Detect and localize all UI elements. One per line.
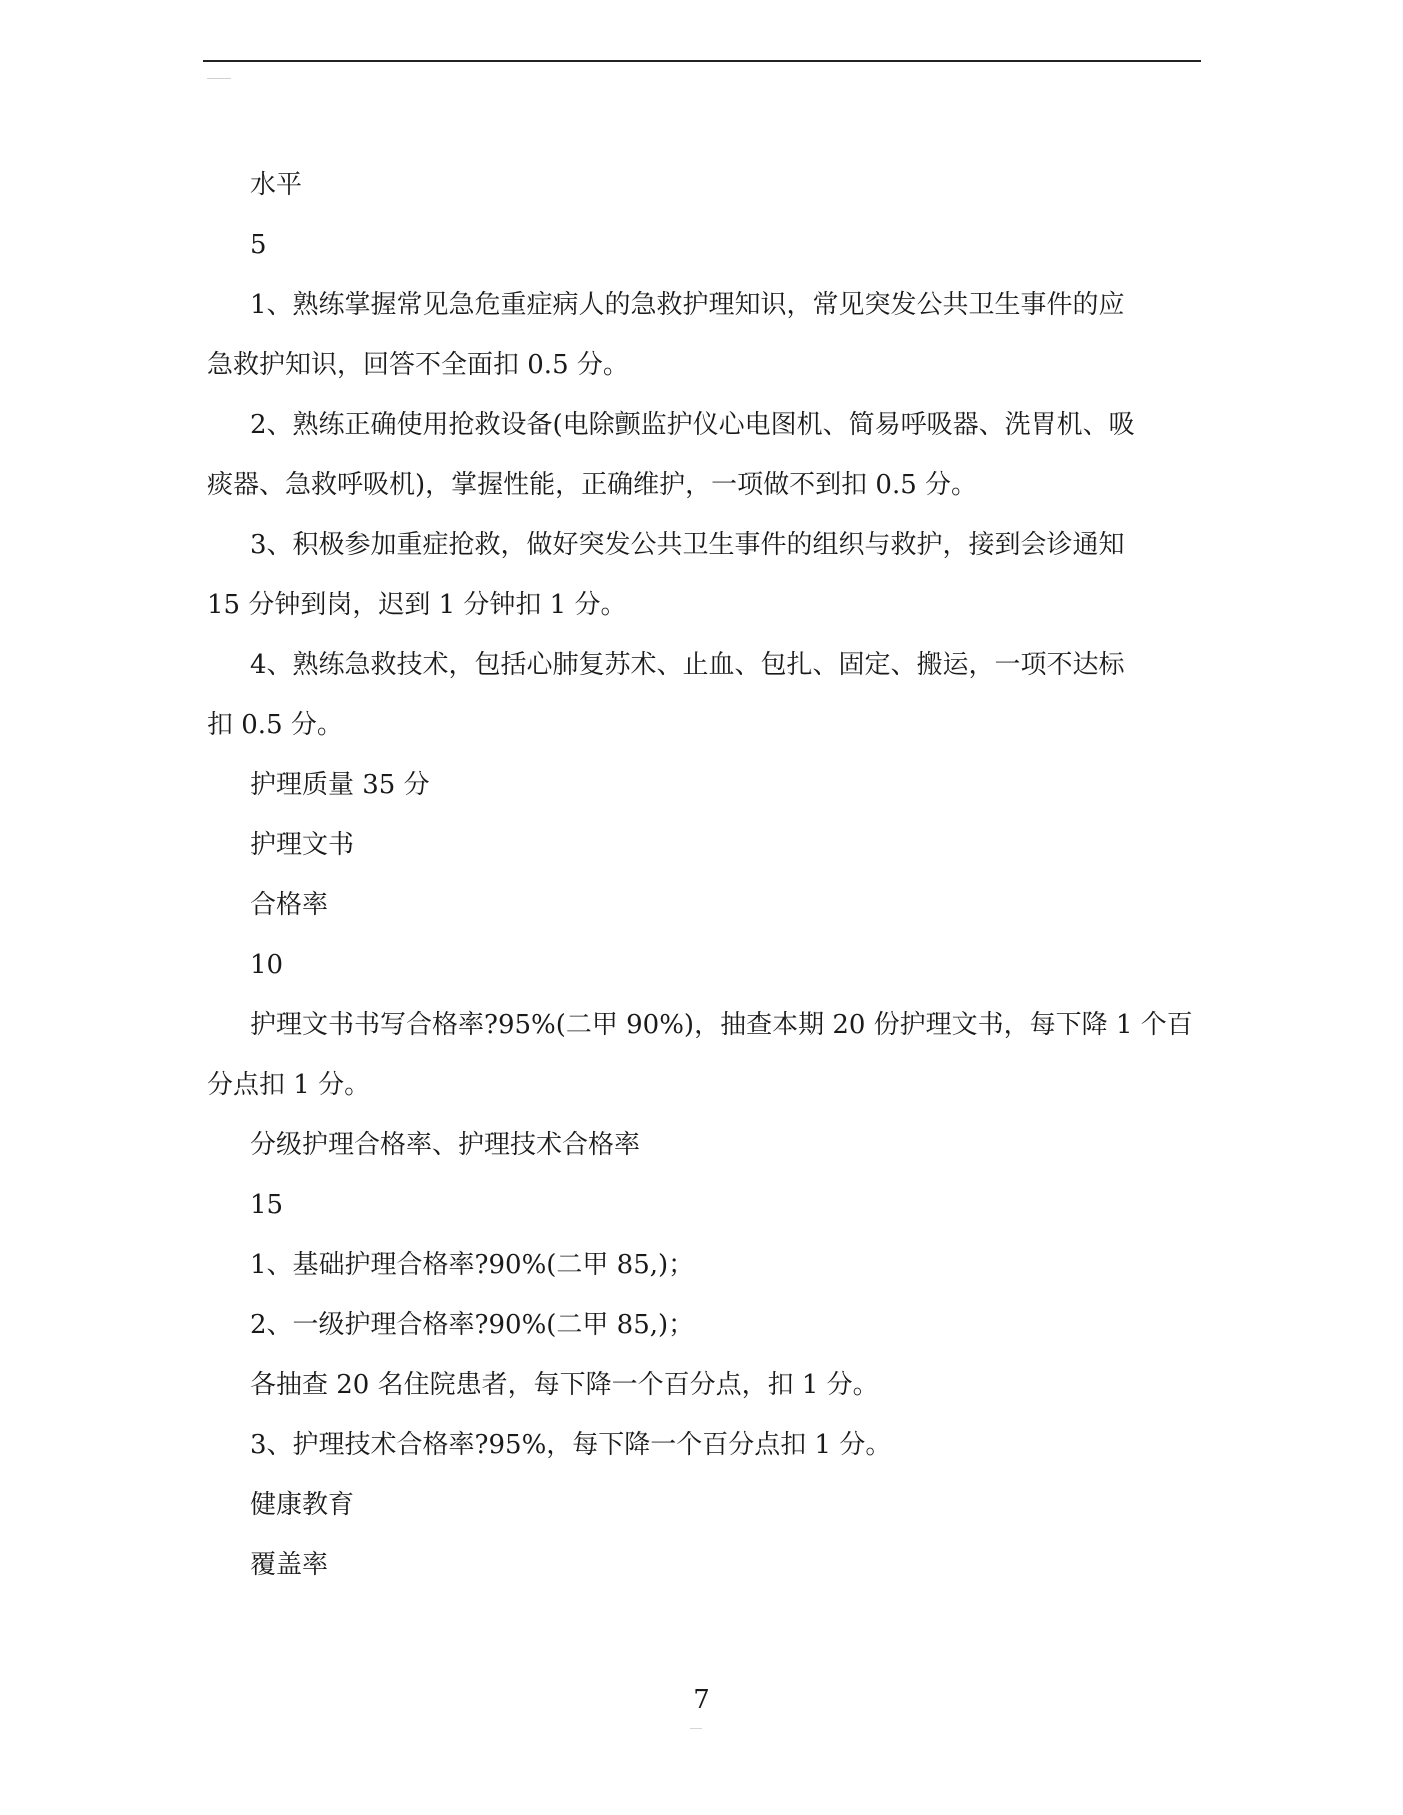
paragraph: 分点扣 1 分。: [207, 1070, 371, 1100]
section-heading: 护理质量 35 分: [250, 770, 430, 800]
header-rule: [203, 60, 1201, 62]
item-title: 分级护理合格率、护理技术合格率: [250, 1130, 641, 1160]
page-number: 7: [693, 1685, 710, 1715]
paragraph: 3、护理技术合格率?95%，每下降一个百分点扣 1 分。: [250, 1430, 892, 1460]
item-title: 护理文书: [250, 830, 355, 860]
item-title: 覆盖率: [250, 1550, 329, 1580]
paragraph: 急救护知识，回答不全面扣 0.5 分。: [207, 350, 629, 380]
paragraph: 水平: [250, 170, 303, 200]
item-score: 10: [250, 950, 284, 980]
item-title: 健康教育: [250, 1490, 355, 1520]
paragraph: 15 分钟到岗，迟到 1 分钟扣 1 分。: [207, 590, 627, 620]
paragraph: 扣 0.5 分。: [207, 710, 343, 740]
document-body: [207, 155, 1201, 1595]
item-title: 合格率: [250, 890, 329, 920]
paragraph: 3、积极参加重症抢救，做好突发公共卫生事件的组织与救护，接到会诊通知: [250, 530, 1125, 560]
footer-mark: [690, 1728, 702, 1729]
header-mark: [207, 78, 231, 79]
paragraph: 痰器、急救呼吸机)，掌握性能，正确维护，一项做不到扣 0.5 分。: [207, 470, 978, 500]
paragraph: 2、熟练正确使用抢救设备(电除颤监护仪心电图机、简易呼吸器、洗胃机、吸: [250, 410, 1135, 440]
paragraph: 各抽查 20 名住院患者，每下降一个百分点，扣 1 分。: [250, 1370, 879, 1400]
paragraph: 2、一级护理合格率?90%(二甲 85,)；: [250, 1310, 695, 1340]
paragraph: 1、基础护理合格率?90%(二甲 85,)；: [250, 1250, 695, 1280]
paragraph: 5: [250, 230, 267, 260]
item-score: 15: [250, 1190, 284, 1220]
paragraph: 护理文书书写合格率?95%(二甲 90%)，抽查本期 20 份护理文书，每下降 1 个百: [250, 1010, 1193, 1040]
paragraph: 1、熟练掌握常见急危重症病人的急救护理知识，常见突发公共卫生事件的应: [250, 290, 1125, 320]
paragraph: 4、熟练急救技术，包括心肺复苏术、止血、包扎、固定、搬运，一项不达标: [250, 650, 1125, 680]
